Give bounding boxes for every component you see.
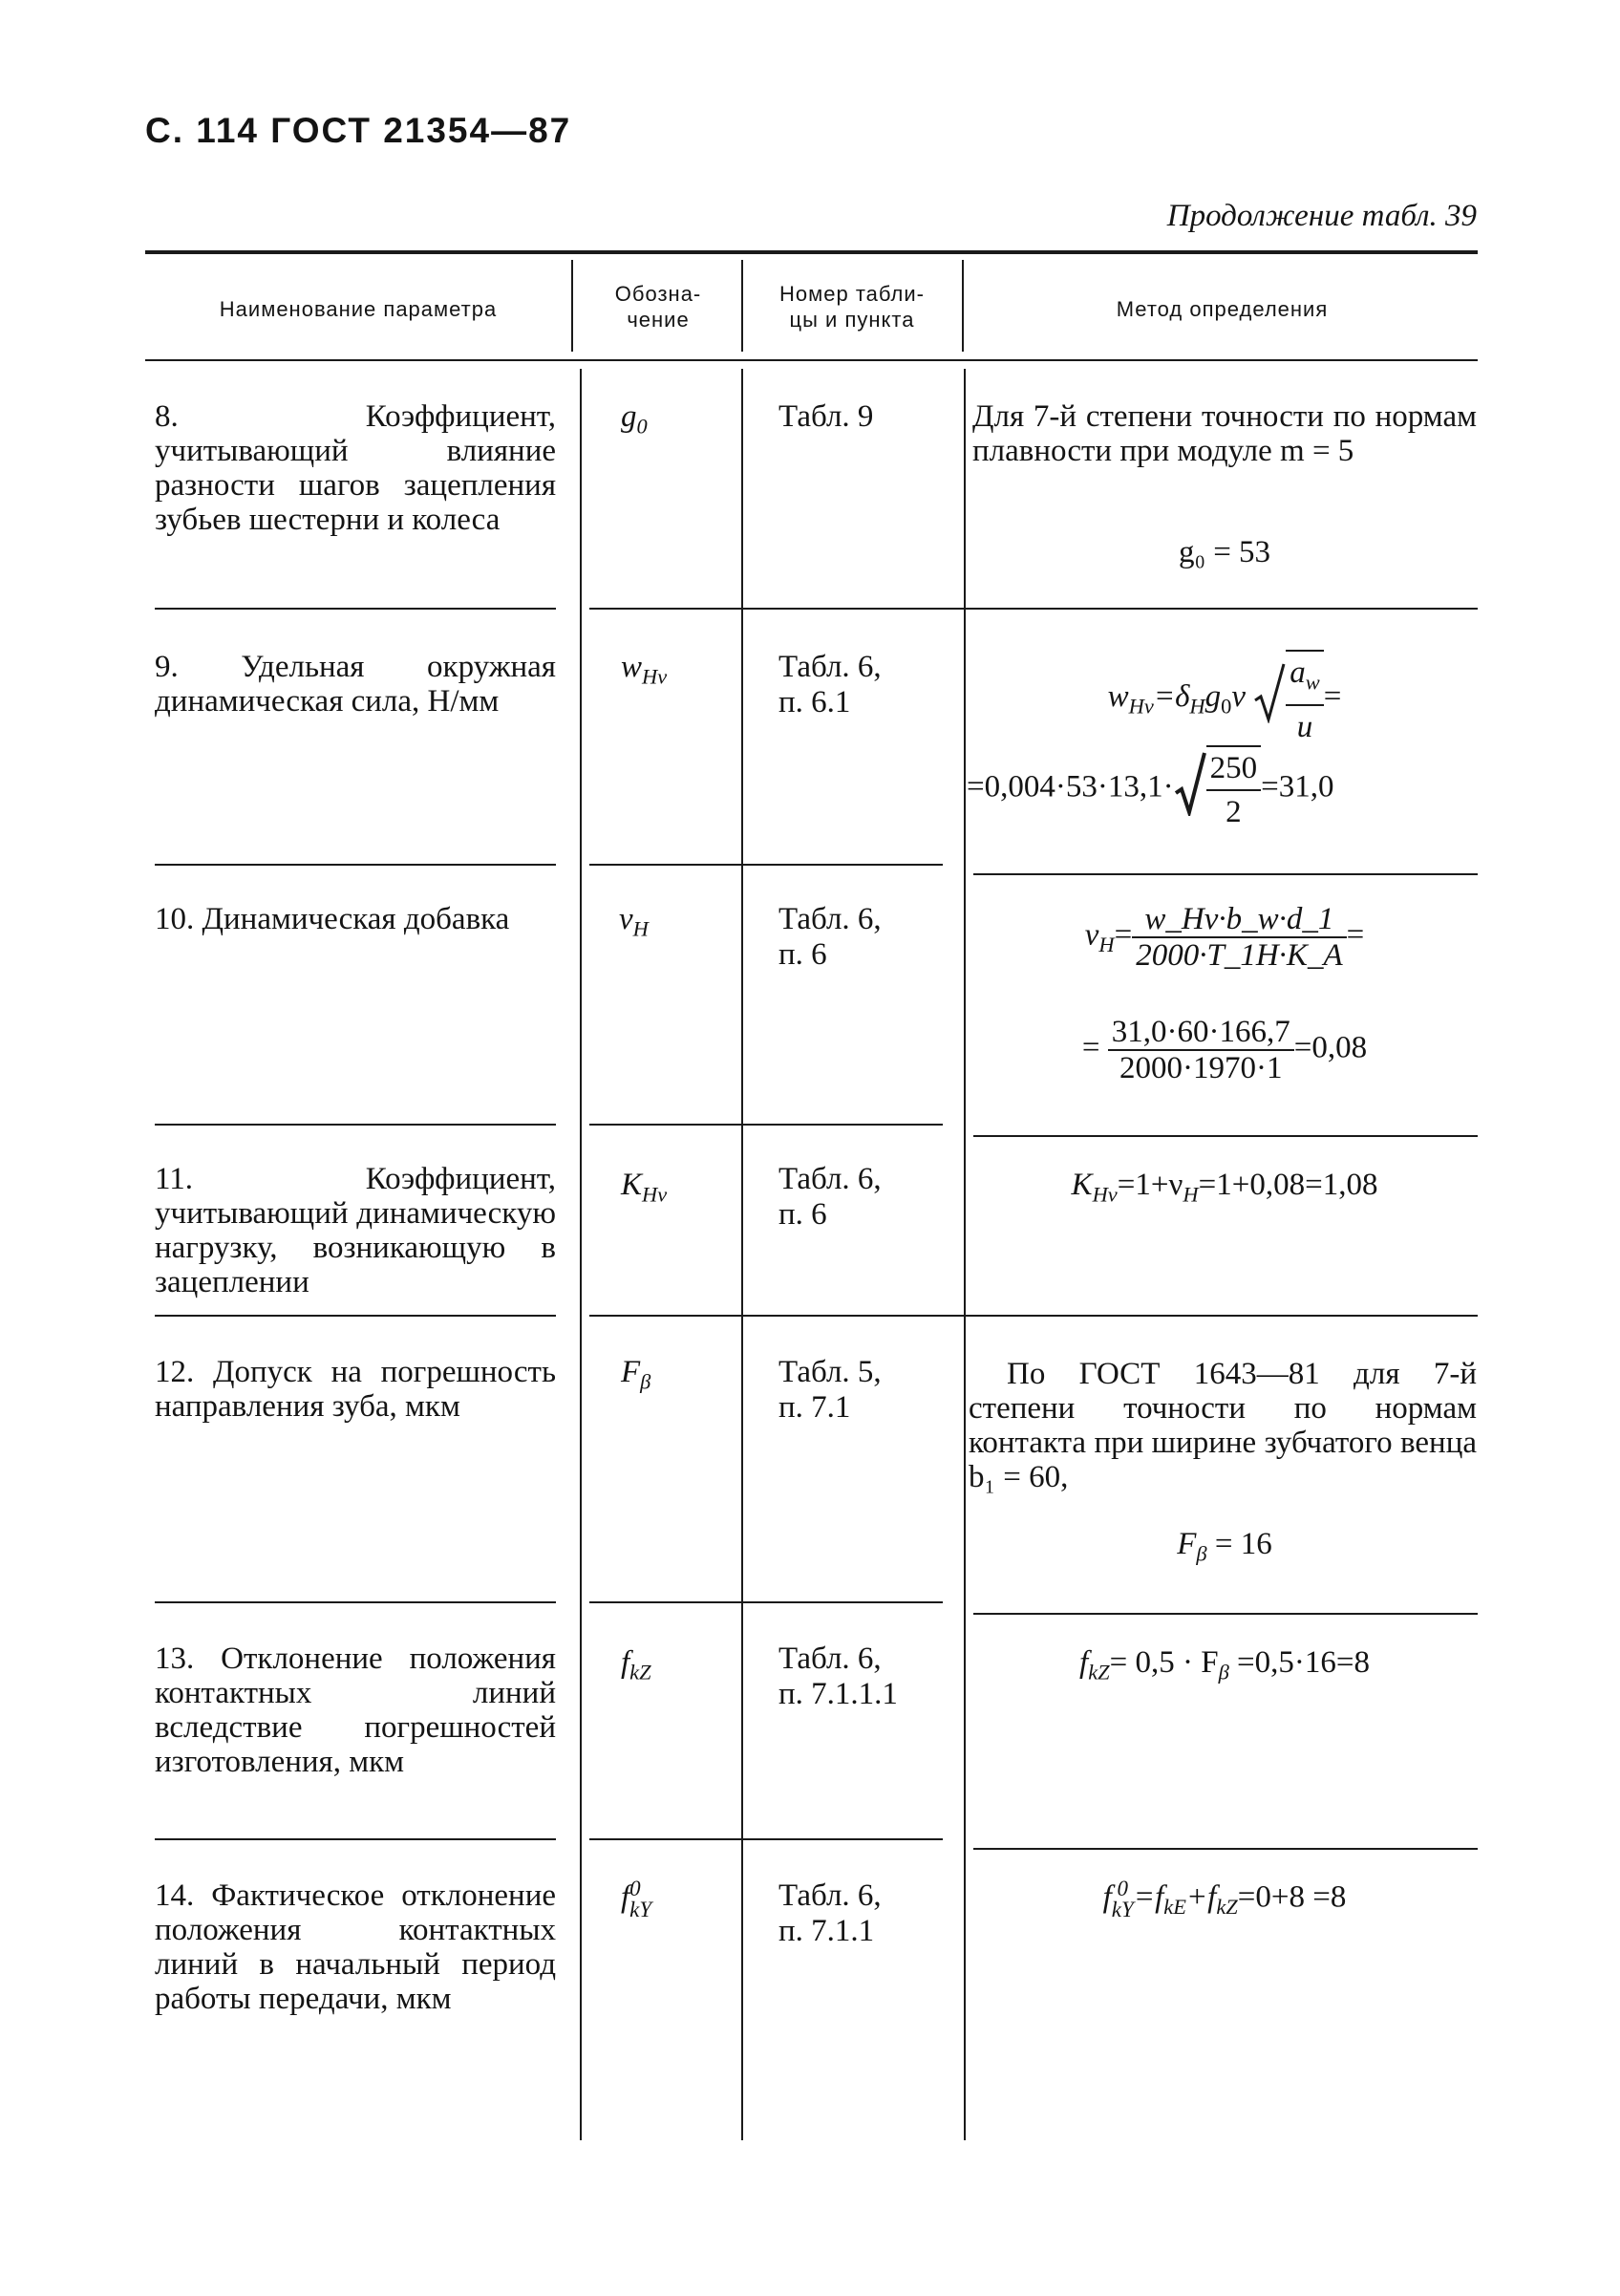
table-reference: Табл. 6, п. 6.1 [778,650,882,719]
fraction: $\frac{a_w}{u}$ [1286,650,1323,748]
sqrt-sign [1174,751,1206,827]
formula-calculation: f 0 kY $=f_{kE}+f_{kZ}=0+8 =8$ [1102,1877,1347,1921]
formula-calculation: = $\frac{31,0\cdot 60\cdot 166,7}{2000\cdot 1970\cdot 1}$ =0,08 [1081,1015,1368,1085]
table-continuation-label: Продолжение табл. 39 [1166,199,1477,233]
formula-definition: $\nu_H=$ $\frac{w\_Hv\cdot b\_w\cdot d\_1}{2000\cdot T\_1H\cdot K\_A}$ = [1084,902,1365,973]
fraction: $\frac{250}{2}$ [1206,745,1262,833]
table-top-rule [145,250,1478,254]
column-divider [741,260,743,352]
row-separator [155,608,556,610]
row-separator [589,864,943,866]
parameter-symbol: $g_0$ [621,399,648,439]
column-header-method: Метод определения [1116,297,1329,321]
page-header: С. 114 ГОСТ 21354—87 [145,111,572,150]
column-header-reference: Номер табли- цы и пункта [779,282,925,332]
formula-calculation: $K_{Hv}=1+\nu_H=1+0,08=1,08$ [1071,1168,1378,1207]
row-separator [589,1601,943,1603]
parameter-name: 9. Удельная окружная динамическая сила, Н/мм [155,650,556,719]
row-separator [589,1315,1478,1317]
column-header-name: Наименование параметра [219,297,498,321]
parameter-symbol: $\nu_H$ [619,902,649,941]
table-reference: Табл. 9 [778,399,874,434]
row-separator [155,1601,556,1603]
table-reference: Табл. 6, п. 7.1.1 [778,1878,882,1948]
row-separator [589,1124,943,1126]
column-divider [741,369,743,2140]
formula-calculation: $f_{kZ}= 0,5 \cdot F_\beta =0,5\cdot 16=8$ [1079,1645,1370,1684]
column-divider [962,260,964,352]
row-separator [155,1838,556,1840]
row-separator [973,1848,1478,1850]
parameter-name: 14. Фактическое отклонение положения контактных линий в начальный период работы передачи, мкм [155,1878,556,2016]
parameter-name: 10. Динамическая добавка [155,902,510,936]
parameter-name: 13. Отклонение положения контактных линий вследствие погрешностей изготовления, мкм [155,1642,556,1779]
row-separator [589,608,1478,610]
method-result: g₀ = 53 [1178,535,1271,569]
parameter-name: 12. Допуск на погрешность направления зуба, мкм [155,1355,556,1424]
column-divider [964,369,966,2140]
parameter-symbol: $w_{Hv}$ [621,650,668,689]
fraction: $\frac{31,0\cdot 60\cdot 166,7}{2000\cdot 1970\cdot 1}$ [1108,1015,1294,1085]
column-divider [571,260,573,352]
table-reference: Табл. 6, п. 6 [778,902,882,972]
formula-definition: $w_{Hv}=\delta_Hg_0v$ $\frac{a_w}{u}$ = [972,650,1477,748]
parameter-symbol: $K_{Hv}$ [621,1168,668,1207]
row-separator [589,1838,943,1840]
table-reference: Табл. 6, п. 6 [778,1162,882,1232]
table-reference: Табл. 5, п. 7.1 [778,1355,882,1425]
parameter-name: 8. Коэффициент, учитывающий влияние разности шагов зацепления зубьев шестерни и колеса [155,399,556,537]
method-text: По ГОСТ 1643—81 для 7-й степени точности по нормам контакта при ширине зубчатого венца b₁ = 60, [969,1357,1477,1494]
sqrt-sign [1253,662,1286,735]
column-divider [580,369,582,2140]
row-separator [155,1124,556,1126]
row-separator [973,873,1478,875]
fraction: $\frac{w\_Hv\cdot b\_w\cdot d\_1}{2000\cdot T\_1H\cdot K\_A}$ [1132,902,1346,973]
row-separator [973,1135,1478,1137]
parameter-name: 11. Коэффициент, учитывающий динамическую нагрузку, возникающую в зацеплении [155,1162,556,1299]
method-text: Для 7-й степени точности по нормам плавности при модуле m = 5 [972,399,1477,468]
parameter-symbol: f 0 kY [621,1877,652,1921]
row-separator [155,864,556,866]
row-separator [155,1315,556,1317]
method-result: $F_\beta = 16$ [1177,1527,1272,1566]
table-reference: Табл. 6, п. 7.1.1.1 [778,1642,898,1711]
row-separator [973,1613,1478,1615]
column-header-symbol: Обозна- чение [614,282,702,332]
table-header-rule [145,359,1478,361]
formula-calculation: =0,004·53·13,1· $\frac{250}{2}$ =31,0 [967,745,1482,833]
parameter-symbol: $F_\beta$ [621,1355,651,1394]
parameter-symbol: $f_{kZ}$ [621,1645,651,1684]
